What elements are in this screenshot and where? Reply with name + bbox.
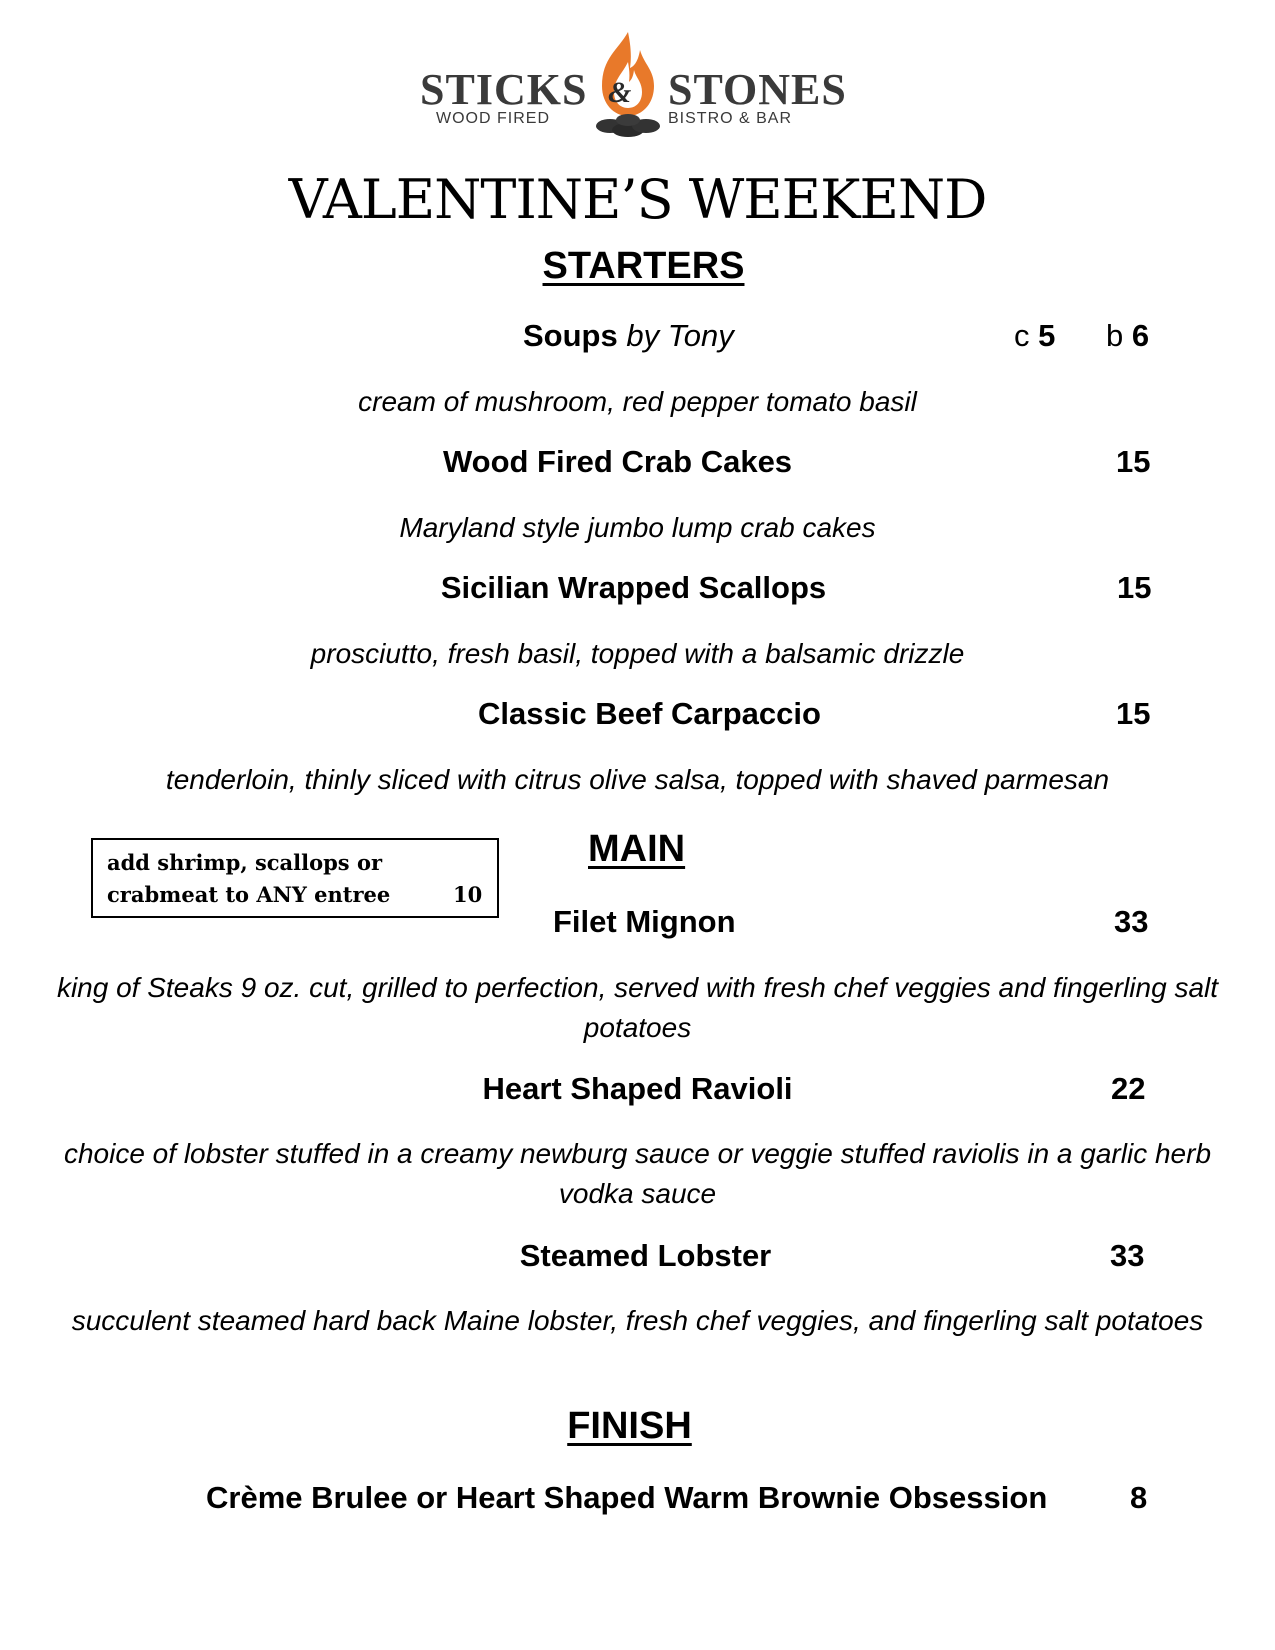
section-heading-text: MAIN — [588, 828, 686, 870]
menu-item-name: Filet Mignon — [553, 904, 736, 939]
soup-bowl-price — [1106, 318, 1149, 354]
page-title: VALENTINE’S WEEKEND — [288, 168, 987, 231]
menu-item-soup — [523, 318, 734, 354]
menu-item-name: Soups — [523, 318, 618, 353]
section-heading-starters — [6, 245, 1275, 288]
menu-item-ravioli — [0, 1071, 1275, 1107]
menu-item-desc: succulent steamed hard back Maine lobster, fresh chef veggies, and fingerling salt potatoes — [71, 1305, 1204, 1336]
menu-item-name: Heart Shaped Ravioli — [482, 1071, 793, 1106]
soup-cup-price — [1014, 318, 1055, 354]
menu-item-desc: Maryland style jumbo lump crab cakes — [399, 512, 876, 543]
menu-item-desc: king of Steaks 9 oz. cut, grilled to perfection, served with fresh chef veggies and fingerling salt potatoes — [56, 972, 1219, 1043]
menu-item-name: Steamed Lobster — [519, 1238, 772, 1273]
menu-item-note: by Tony — [626, 318, 734, 353]
logo-sub-left: WOOD FIRED — [436, 110, 550, 127]
menu-item-desc: prosciutto, fresh basil, topped with a balsamic drizzle — [310, 638, 965, 669]
menu-item-carpaccio — [12, 696, 1275, 732]
section-heading-text: FINISH — [567, 1405, 692, 1447]
menu-item-price: 15 — [1116, 444, 1151, 479]
menu-item-price: 8 — [1130, 1480, 1148, 1515]
bowl-price: 6 — [1131, 318, 1150, 353]
menu-item-desc: choice of lobster stuffed in a creamy newburg sauce or veggie stuffed raviolis in a garlic herb vodka sauce — [63, 1138, 1212, 1209]
restaurant-logo — [420, 28, 860, 140]
menu-item-crab-cakes — [0, 444, 1255, 480]
menu-item-desc: tenderloin, thinly sliced with citrus olive salsa, topped with shaved parmesan — [165, 764, 1110, 795]
logo-sub-right: BISTRO & BAR — [668, 110, 793, 127]
menu-item-price: 15 — [1117, 570, 1152, 605]
logo-word-right: STONES — [668, 65, 847, 114]
addon-line-1: add shrimp, scallops or — [107, 850, 383, 875]
menu-item-price: 22 — [1111, 1071, 1146, 1106]
menu-item-name: Sicilian Wrapped Scallops — [440, 570, 827, 605]
menu-item-price: 33 — [1114, 904, 1149, 939]
cup-price: 5 — [1038, 318, 1056, 353]
addon-note-box — [91, 838, 499, 918]
cup-size-label: c — [1014, 318, 1030, 353]
menu-item-price: 33 — [1110, 1238, 1145, 1273]
section-heading-text: STARTERS — [542, 245, 745, 287]
addon-price: 10 — [453, 882, 483, 907]
menu-item-scallops — [0, 570, 1271, 606]
menu-item-filet-mignon — [553, 904, 736, 940]
menu-item-dessert — [206, 1480, 1047, 1516]
menu-item-name: Classic Beef Carpaccio — [478, 696, 821, 731]
menu-item-price: 15 — [1116, 696, 1151, 731]
addon-line-2: crabmeat to ANY entree — [107, 882, 391, 907]
menu-item-desc: cream of mushroom, red pepper tomato basil — [358, 386, 917, 417]
section-heading-finish — [0, 1405, 1267, 1448]
bowl-size-label: b — [1106, 318, 1124, 353]
section-heading-main — [588, 828, 685, 871]
logo-word-left: STICKS — [420, 65, 588, 114]
menu-item-name: Crème Brulee or Heart Shaped Warm Brownie Obsession — [206, 1480, 1048, 1515]
logo-ampersand: & — [608, 76, 633, 109]
menu-item-name: Wood Fired Crab Cakes — [442, 444, 793, 479]
menu-item-steamed-lobster — [8, 1238, 1275, 1274]
